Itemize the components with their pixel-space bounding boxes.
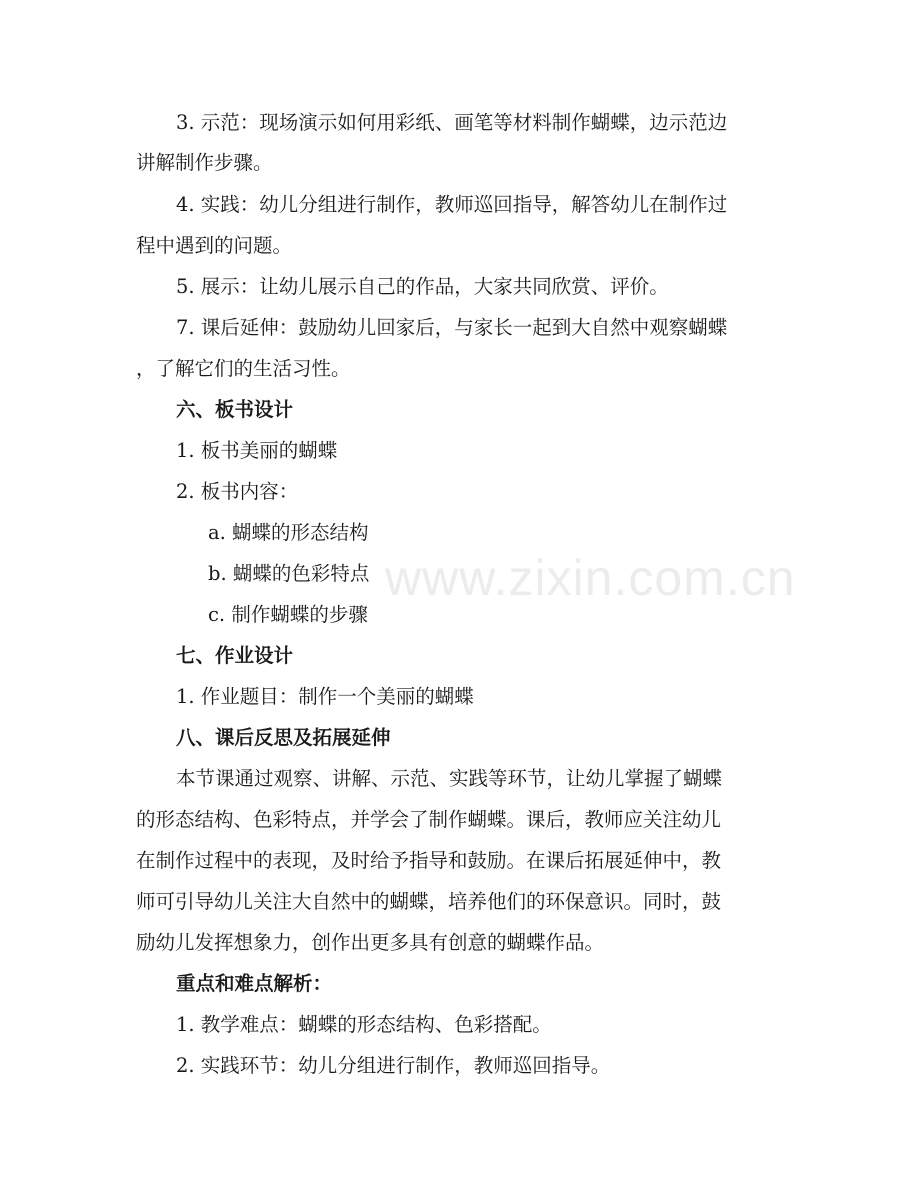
step-4-line-1: 4. 实践：幼儿分组进行制作，教师巡回指导，解答幼儿在制作过 [176, 193, 728, 216]
step-5: 5. 展示：让幼儿展示自己的作品，大家共同欣赏、评价。 [176, 275, 669, 298]
reflection-line-5: 励幼儿发挥想象力，创作出更多具有创意的蝴蝶作品。 [136, 931, 605, 954]
key-points-heading: 重点和难点解析： [176, 972, 333, 995]
step-4-line-2: 程中遇到的问题。 [136, 234, 293, 257]
key-point-2: 2. 实践环节：幼儿分组进行制作，教师巡回指导。 [176, 1054, 611, 1077]
key-point-1: 1. 教学难点：蝴蝶的形态结构、色彩搭配。 [176, 1013, 552, 1036]
watermark: www.zixin.com.cn [385, 550, 796, 606]
step-7-line-2: ，了解它们的生活习性。 [136, 357, 351, 380]
section-heading-6: 六、板书设计 [176, 398, 294, 421]
reflection-line-1: 本节课通过观察、讲解、示范、实践等环节，让幼儿掌握了蝴蝶 [176, 767, 723, 790]
step-3-line-1: 3. 示范：现场演示如何用彩纸、画笔等材料制作蝴蝶，边示范边 [176, 111, 728, 134]
board-item-1: 1. 板书美丽的蝴蝶 [176, 439, 338, 462]
section-heading-7: 七、作业设计 [176, 644, 294, 667]
step-3-line-2: 讲解制作步骤。 [136, 151, 273, 174]
reflection-line-4: 师可引导幼儿关注大自然中的蝴蝶，培养他们的环保意识。同时，鼓 [136, 890, 722, 913]
step-7-line-1: 7. 课后延伸：鼓励幼儿回家后，与家长一起到大自然中观察蝴蝶 [176, 316, 728, 339]
board-subitem-a: a. 蝴蝶的形态结构 [208, 521, 369, 544]
reflection-line-2: 的形态结构、色彩特点，并学会了制作蝴蝶。课后，教师应关注幼儿 [136, 808, 722, 831]
board-subitem-b: b. 蝴蝶的色彩特点 [208, 562, 370, 585]
board-item-2: 2. 板书内容： [176, 480, 299, 503]
section-heading-8: 八、课后反思及拓展延伸 [176, 726, 391, 749]
homework-item-1: 1. 作业题目：制作一个美丽的蝴蝶 [176, 685, 474, 708]
board-subitem-c: c. 制作蝴蝶的步骤 [208, 603, 368, 626]
reflection-line-3: 在制作过程中的表现，及时给予指导和鼓励。在课后拓展延伸中，教 [136, 849, 722, 872]
